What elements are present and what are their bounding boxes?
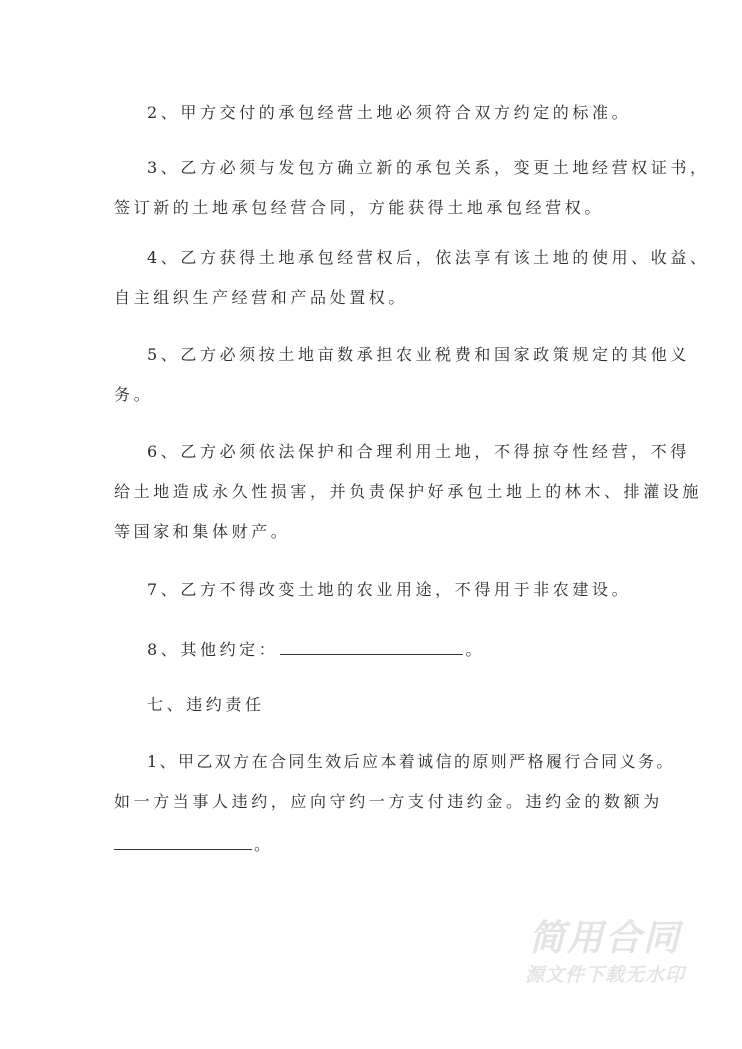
breach-clause-1-line-1: 1、甲乙双方在合同生效后应本着诚信的原则严格履行合同义务。 (147, 752, 675, 771)
watermark (510, 918, 700, 988)
clause-3-line-1: 3、乙方必须与发包方确立新的承包关系，变更土地经营权证书， (147, 158, 710, 177)
clause-5-line-1: 5、乙方必须按土地亩数承担农业税费和国家政策规定的其他义 (147, 345, 690, 364)
section-heading-breach: 七、违约责任 (147, 695, 265, 714)
watermark-title: 简用合同 (528, 918, 681, 959)
other-agreement-blank (280, 640, 463, 655)
clause-7-line: 7、乙方不得改变土地的农业用途，不得用于非农建设。 (147, 580, 632, 599)
clause-8-line (147, 640, 485, 660)
breach-clause-1-line-3 (114, 835, 274, 855)
clause-8-suffix: 。 (465, 640, 485, 659)
breach-suffix: 。 (254, 835, 274, 854)
watermark-subtitle: 源文件下载无水印 (524, 964, 685, 986)
clause-5-line-2: 务。 (114, 385, 154, 404)
penalty-amount-blank (114, 835, 252, 850)
clause-2-line: 2、甲方交付的承包经营土地必须符合双方约定的标准。 (147, 103, 632, 122)
clause-8-label: 8、其他约定： (147, 640, 279, 659)
clause-6-line-1: 6、乙方必须依法保护和合理利用土地，不得掠夺性经营，不得 (147, 442, 690, 461)
clause-4-line-2: 自主组织生产经营和产品处置权。 (114, 288, 409, 307)
clause-3-line-2: 签订新的土地承包经营合同，方能获得土地承包经营权。 (114, 198, 605, 217)
breach-clause-1-line-2: 如一方当事人违约，应向守约一方支付违约金。违约金的数额为 (114, 792, 663, 811)
clause-6-line-3: 等国家和集体财产。 (114, 522, 291, 541)
clause-6-line-2: 给土地造成永久性损害，并负责保护好承包土地上的林木、排灌设施 (114, 482, 703, 501)
clause-4-line-1: 4、乙方获得土地承包经营权后，依法享有该土地的使用、收益、 (147, 248, 710, 267)
